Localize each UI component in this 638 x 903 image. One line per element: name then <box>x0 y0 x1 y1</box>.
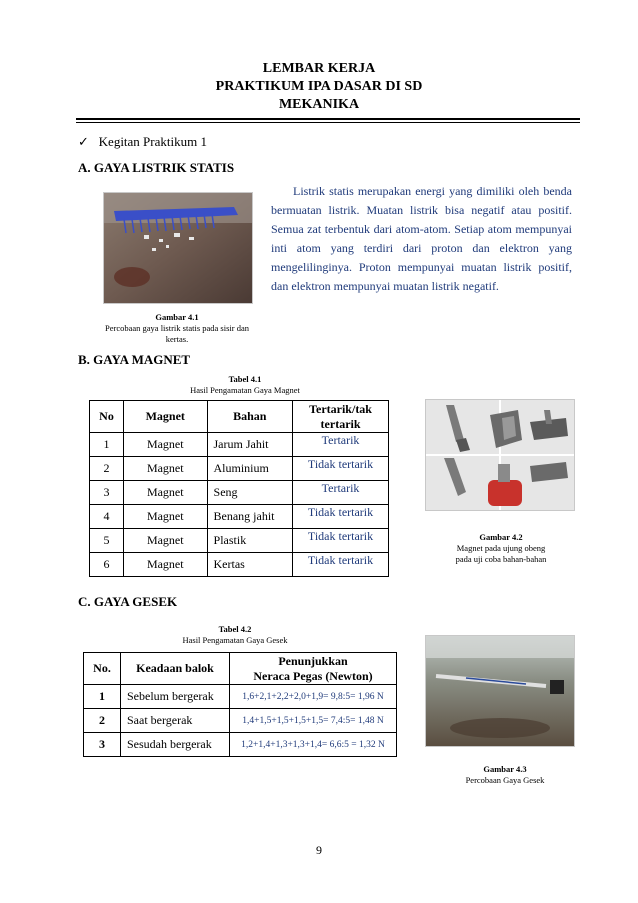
cell-magnet: Magnet <box>124 553 208 577</box>
figure-4-1-caption-line1: Percobaan gaya listrik statis pada sisir dan <box>105 323 249 333</box>
friction-table <box>83 652 397 757</box>
figure-4-2-caption-line1: Magnet pada ujung obeng <box>456 543 546 553</box>
figure-4-2-caption-line2: pada uji coba bahan-bahan <box>455 554 547 564</box>
magnet-screwdriver-image <box>426 400 574 510</box>
cell-result: Tidak tertarik <box>293 457 389 481</box>
table-row <box>90 457 389 481</box>
table-row <box>84 733 397 757</box>
figure-4-2-photo <box>425 399 575 511</box>
cell-bahan: Jarum Jahit <box>207 433 293 457</box>
cell-result: Tertarik <box>293 433 389 457</box>
table-row <box>90 529 389 553</box>
figure-4-1-photo <box>103 192 253 304</box>
static-electricity-paragraph <box>271 182 572 296</box>
cell-bahan: Aluminium <box>207 457 293 481</box>
cell-no: 6 <box>90 553 124 577</box>
cell-magnet: Magnet <box>124 481 208 505</box>
header-magnet: Magnet <box>124 401 208 433</box>
cell-keadaan: Saat bergerak <box>121 709 230 733</box>
cell-result: Tidak tertarik <box>293 553 389 577</box>
section-a-heading: A. GAYA LISTRIK STATIS <box>78 160 235 175</box>
cell-result: Tidak tertarik <box>293 529 389 553</box>
header-rule-thin <box>76 122 580 123</box>
header-bahan: Bahan <box>207 401 293 433</box>
cell-no: 3 <box>90 481 124 505</box>
figure-4-1-caption <box>90 312 264 345</box>
header-no: No <box>90 401 124 433</box>
cell-no: 2 <box>90 457 124 481</box>
cell-no: 5 <box>90 529 124 553</box>
header-penunjukkan-line1: Penunjukkan <box>278 653 348 668</box>
figure-4-2-caption <box>440 532 562 565</box>
magnet-table <box>89 400 389 577</box>
cell-no: 1 <box>84 685 121 709</box>
cell-no: 4 <box>90 505 124 529</box>
cell-magnet: Magnet <box>124 457 208 481</box>
header-tertarik: Tertarik/tak tertarik <box>293 401 389 433</box>
cell-magnet: Magnet <box>124 505 208 529</box>
figure-4-3-photo <box>425 635 575 747</box>
header-penunjukkan-line2: Neraca Pegas (Newton) <box>253 668 373 683</box>
header-penunjukkan <box>230 653 397 685</box>
page-number: 9 <box>316 843 322 857</box>
figure-4-1-title: Gambar 4.1 <box>155 312 199 322</box>
kegiatan-label: Kegitan Praktikum 1 <box>98 134 207 149</box>
cell-value: 1,6+2,1+2,2+2,0+1,9= 9,8:5= 1,96 N <box>230 685 397 709</box>
cell-bahan: Benang jahit <box>207 505 293 529</box>
comb-paper-image <box>104 193 252 303</box>
figure-4-1-caption-line2: kertas. <box>165 334 189 344</box>
cell-bahan: Plastik <box>207 529 293 553</box>
table-row <box>84 709 397 733</box>
table-4-1-subtitle: Hasil Pengamatan Gaya Magnet <box>190 385 300 395</box>
cell-result: Tidak tertarik <box>293 505 389 529</box>
title-line-2: PRAKTIKUM IPA DASAR DI SD <box>215 79 423 94</box>
spring-scale-image <box>426 636 574 746</box>
table-row <box>90 553 389 577</box>
table-4-2-caption <box>160 624 310 646</box>
cell-no: 3 <box>84 733 121 757</box>
table-4-1-title: Tabel 4.1 <box>228 374 262 384</box>
cell-result: Tertarik <box>293 481 389 505</box>
table-row <box>90 505 389 529</box>
table-4-1-caption <box>150 374 340 396</box>
header-rule-thick <box>76 118 580 120</box>
title-line-3: MEKANIKA <box>278 97 360 112</box>
table-4-2-subtitle: Hasil Pengamatan Gaya Gesek <box>182 635 288 645</box>
figure-4-3-caption <box>450 764 560 786</box>
cell-keadaan: Sesudah bergerak <box>121 733 230 757</box>
figure-4-3-title: Gambar 4.3 <box>483 764 527 774</box>
figure-4-2-title: Gambar 4.2 <box>479 532 523 542</box>
section-c-heading: C. GAYA GESEK <box>78 594 178 609</box>
title-line-1: LEMBAR KERJA <box>262 61 376 76</box>
cell-bahan: Kertas <box>207 553 293 577</box>
cell-bahan: Seng <box>207 481 293 505</box>
cell-no: 2 <box>84 709 121 733</box>
table-row <box>90 481 389 505</box>
cell-magnet: Magnet <box>124 529 208 553</box>
section-b-heading: B. GAYA MAGNET <box>78 352 191 367</box>
figure-4-3-caption-line: Percobaan Gaya Gesek <box>465 775 545 785</box>
header-keadaan: Keadaan balok <box>121 653 230 685</box>
cell-keadaan: Sebelum bergerak <box>121 685 230 709</box>
kegiatan-item <box>78 134 207 150</box>
header-no: No. <box>84 653 121 685</box>
cell-value: 1,4+1,5+1,5+1,5+1,5= 7,4:5= 1,48 N <box>230 709 397 733</box>
cell-magnet: Magnet <box>124 433 208 457</box>
table-row <box>84 685 397 709</box>
table-4-2-title: Tabel 4.2 <box>218 624 252 634</box>
table-row <box>90 433 389 457</box>
cell-no: 1 <box>90 433 124 457</box>
paragraph-text: Listrik statis merupakan energi yang dimiliki oleh benda bermuatan listrik. Muatan listrik bisa negatif atau positif. Semua zat terbentuk dari atom-atom. Setiap atom mempunyai inti atom yang terdiri dari proton dan elektron yang mengelilinginya. Proton mempunyai muatan listrik positif, dan elektron mempunyai muatan listrik negatif. <box>271 184 572 293</box>
cell-value: 1,2+1,4+1,3+1,3+1,4= 6,6:5 = 1,32 N <box>230 733 397 757</box>
checkmark-icon: ✓ <box>78 134 89 149</box>
